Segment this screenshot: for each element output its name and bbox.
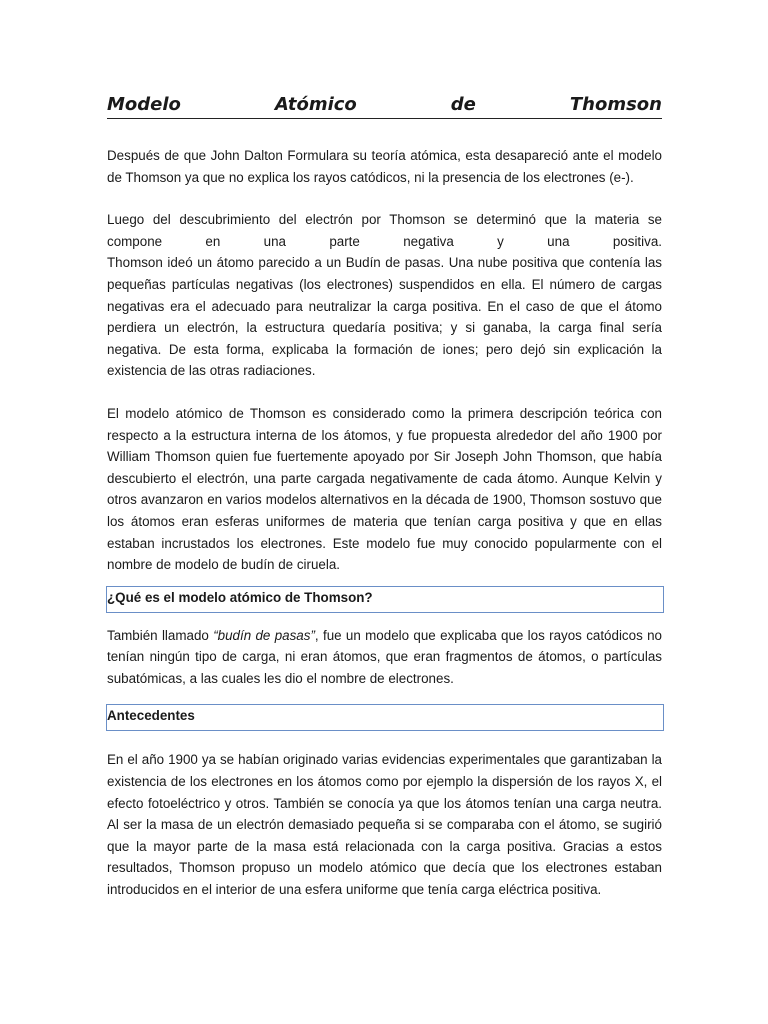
title-word-1: Modelo — [107, 94, 181, 115]
paragraph-discovery — [107, 209, 662, 382]
paragraph-description: El modelo atómico de Thomson es considerado como la primera descripción teórica con respecto a la estructura interna de los átomos, y fue propuesta alrededor del año 1900 por William Thomson quien fue fuertemente apoyado por Sir Joseph John Thomson, que había descubierto el electrón, una parte cargada negativamente de cada átomo. Aunque Kelvin y otros avanzaron en varios modelos alternativos en la década de 1900, Thomson sostuvo que los átomos eran esferas uniformes de materia que tenían carga positiva y que en ellas estaban incrustados los electrones. Este modelo fue muy conocido popularmente con el nombre de modelo de budín de ciruela. — [107, 405, 662, 573]
title-word-2: Atómico — [274, 94, 357, 115]
paragraph-budin-lead: También llamado — [107, 627, 214, 643]
paragraph-antecedentes: En el año 1900 ya se habían originado varias evidencias experimentales que garantizaban la existencia de los electrones en los átomos como por ejemplo la dispersión de los rayos X, el efecto fotoeléctrico y otros. También se conocía ya que los átomos tenían una carga neutra. Al ser la masa de un electrón demasiado pequeña si se comparaba con el átomo, se sugirió que la mayor parte de la masa está relacionada con la carga positiva. Gracias a estos resultados, Thomson propuso un modelo atómico que decía que los electrones estaban introducidos en el interior de una esfera uniforme que tenía carga eléctrica positiva. — [107, 752, 662, 898]
title-word-4: Thomson — [569, 94, 662, 115]
paragraph-discovery-part-1: Luego del descubrimiento del electrón por Thomson se determinó que la materia se compone en una parte negativa y una positiva. — [107, 212, 662, 249]
paragraph-budin-italic: “budín de pasas” — [213, 627, 315, 643]
document-content — [107, 92, 662, 901]
section-heading-what-is: ¿Qué es el modelo atómico de Thomson? — [106, 586, 664, 613]
paragraph-discovery-part-2: Thomson ideó un átomo parecido a un Budín de pasas. Una nube positiva que contenía las pequeñas partículas negativas (los electrones) suspendidos en ella. El número de cargas negativas era el adecuado para neutralizar la carga positiva. En el caso de que el átomo perdiera un electrón, la estructura quedaría positiva; y si ganaba, la carga final sería negativa. De esta forma, explicaba la formación de iones; pero dejó sin explicación la existencia de las otras radiaciones. — [107, 255, 662, 379]
paragraph-budin-rest: , fue un modelo que explicaba que los rayos catódicos no tenían ningún tipo de carga, ni eran átomos, que eran fragmentos de átomos, o partículas subatómicas, a las cuales les dio el nombre de electrones. — [107, 627, 662, 686]
paragraph-budin — [107, 625, 662, 690]
title-word-3: de — [450, 94, 476, 115]
paragraph-intro: Después de que John Dalton Formulara su teoría atómica, esta desapareció ante el modelo de Thomson ya que no explica los rayos catódicos, ni la presencia de los electrones (e-). — [107, 148, 662, 185]
section-heading-antecedentes: Antecedentes — [106, 704, 664, 731]
document-title — [107, 92, 662, 119]
